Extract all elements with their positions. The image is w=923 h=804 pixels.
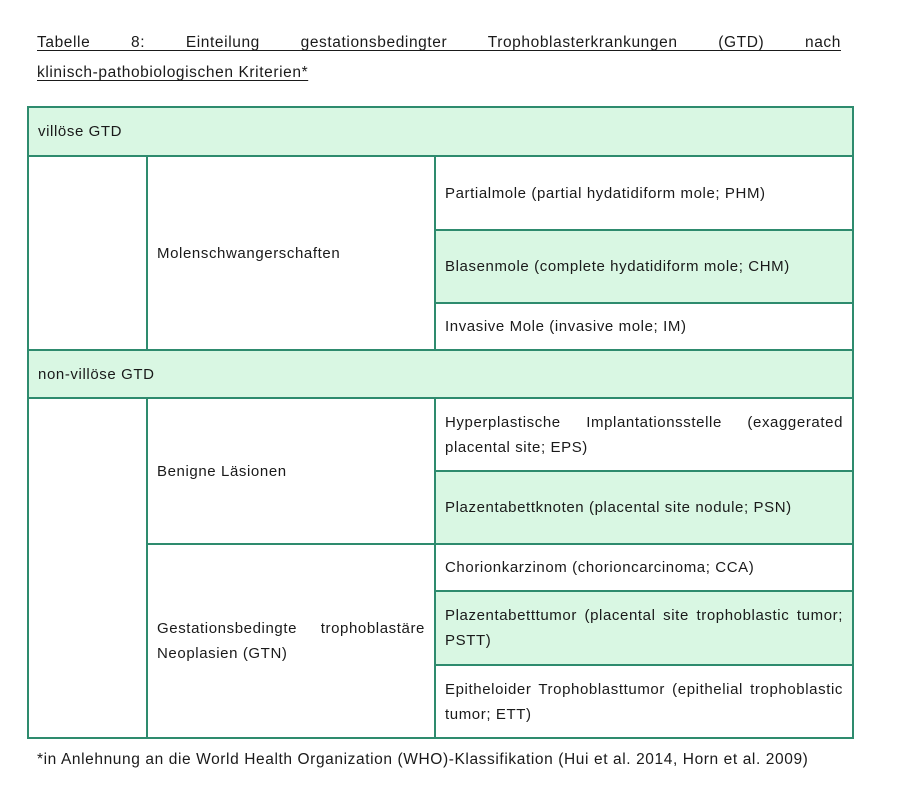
group-header-row: [28, 350, 853, 398]
subgroup-label-gtn: Gestationsbedingte trophoblastäre Neoplasien (GTN): [147, 544, 435, 738]
table-row: [28, 544, 853, 591]
subgroup-label-benigne: Benigne Läsionen: [147, 398, 435, 544]
subgroup-label-molenschwangerschaften: Molenschwangerschaften: [147, 156, 435, 350]
item-cell: Invasive Mole (invasive mole; IM): [435, 303, 853, 350]
gtd-classification-table: [27, 106, 854, 739]
table-caption-line-2: klinisch-pathobiologischen Kriterien*: [37, 64, 309, 81]
item-cell: Hyperplastische Implantationsstelle (exaggerated placental site; EPS): [435, 398, 853, 471]
table-footnote: *in Anlehnung an die World Health Organization (WHO)-Klassifikation (Hui et al. 2014, Horn et al. 2009): [37, 751, 809, 768]
item-cell: Plazentabetttumor (placental site trophoblastic tumor; PSTT): [435, 591, 853, 665]
indent-cell: [28, 398, 147, 738]
item-cell: Partialmole (partial hydatidiform mole; PHM): [435, 156, 853, 230]
indent-cell: [28, 156, 147, 350]
group-header-row: [28, 107, 853, 156]
table-row: [28, 156, 853, 230]
group-header-non-villous: non-villöse GTD: [28, 350, 853, 398]
table-caption-line-1: Tabelle 8: Einteilung gestationsbedingter Trophoblasterkrankungen (GTD) nach: [37, 34, 841, 51]
table-row: [28, 398, 853, 471]
item-cell: Plazentabettknoten (placental site nodule; PSN): [435, 471, 853, 544]
item-cell: Blasenmole (complete hydatidiform mole; CHM): [435, 230, 853, 303]
item-cell: Chorionkarzinom (chorioncarcinoma; CCA): [435, 544, 853, 591]
group-header-villous: villöse GTD: [28, 107, 853, 156]
item-cell: Epitheloider Trophoblasttumor (epithelial trophoblastic tumor; ETT): [435, 665, 853, 738]
